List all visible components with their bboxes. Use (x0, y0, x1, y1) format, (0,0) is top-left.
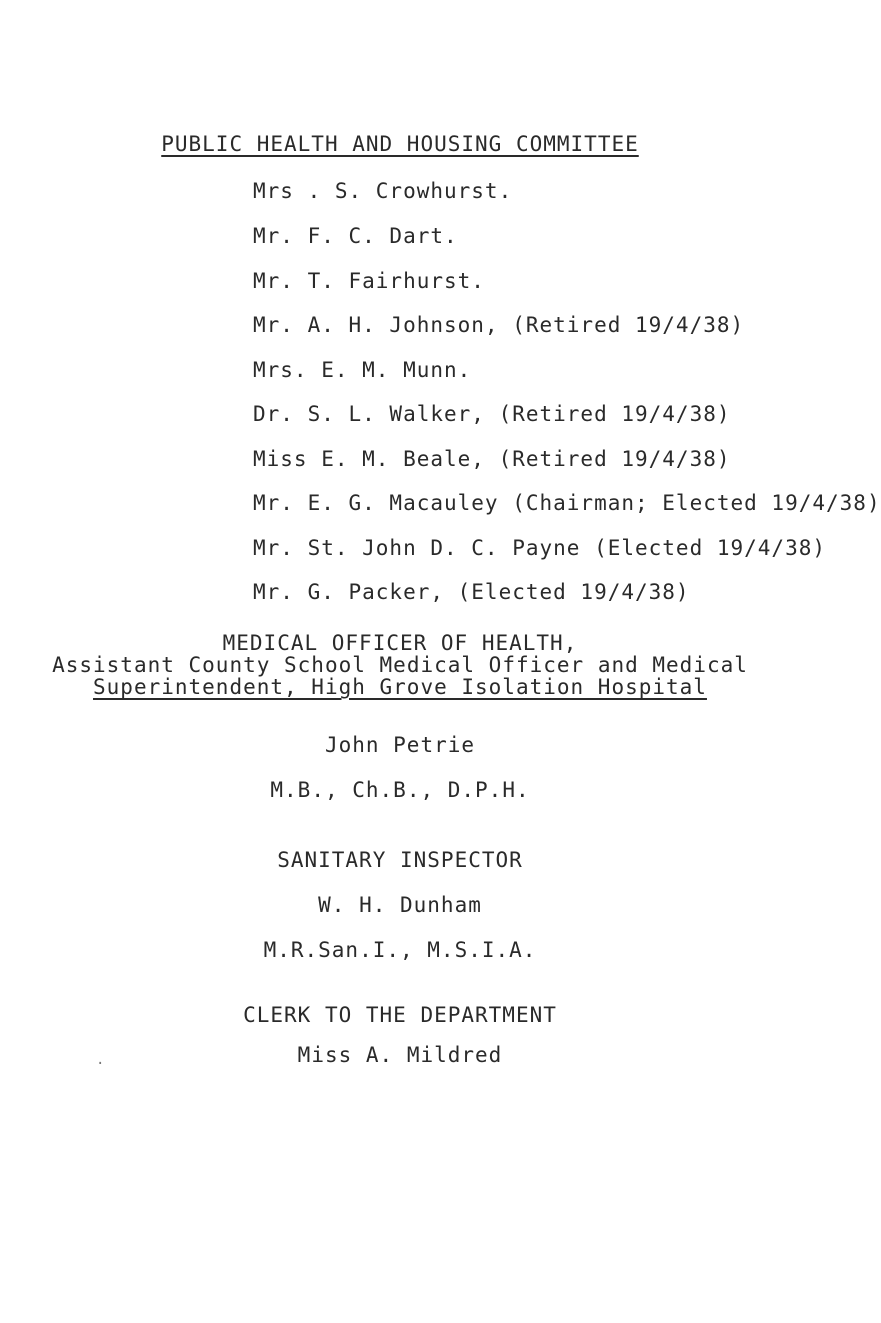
committee-title: PUBLIC HEALTH AND HOUSING COMMITTEE (161, 132, 639, 156)
committee-member: Mr. E. G. Macauley (Chairman; Elected 19/4/38) (253, 491, 881, 515)
committee-member: Mr. A. H. Johnson, (Retired 19/4/38) (253, 313, 745, 337)
medical-officer-name: John Petrie (324, 733, 476, 757)
committee-member: Mr. T. Fairhurst. (253, 269, 485, 293)
committee-member: Mrs . S. Crowhurst. (253, 179, 513, 203)
committee-member: Dr. S. L. Walker, (Retired 19/4/38) (253, 402, 731, 426)
scan-speck: · (96, 1056, 106, 1072)
committee-member: Mr. F. C. Dart. (253, 224, 458, 248)
medical-officer-qualifications: M.B., Ch.B., D.P.H. (270, 778, 530, 802)
sanitary-inspector-heading: SANITARY INSPECTOR (277, 848, 523, 872)
clerk-name: Miss A. Mildred (297, 1043, 503, 1067)
committee-member: Mr. St. John D. C. Payne (Elected 19/4/38) (253, 536, 827, 560)
committee-member: Mr. G. Packer, (Elected 19/4/38) (253, 580, 690, 604)
committee-member: Mrs. E. M. Munn. (253, 358, 472, 382)
medical-officer-role-line (0, 675, 800, 699)
medical-officer-hospital: Superintendent, High Grove Isolation Hospital (93, 675, 707, 699)
clerk-heading: CLERK TO THE DEPARTMENT (243, 1003, 557, 1027)
medical-officer-role: Assistant County School Medical Officer and Medical (52, 653, 748, 677)
committee-member: Miss E. M. Beale, (Retired 19/4/38) (253, 447, 731, 471)
sanitary-inspector-name: W. H. Dunham (318, 893, 482, 917)
medical-officer-heading: MEDICAL OFFICER OF HEALTH, (222, 631, 578, 655)
sanitary-inspector-qualifications: M.R.San.I., M.S.I.A. (263, 938, 537, 962)
